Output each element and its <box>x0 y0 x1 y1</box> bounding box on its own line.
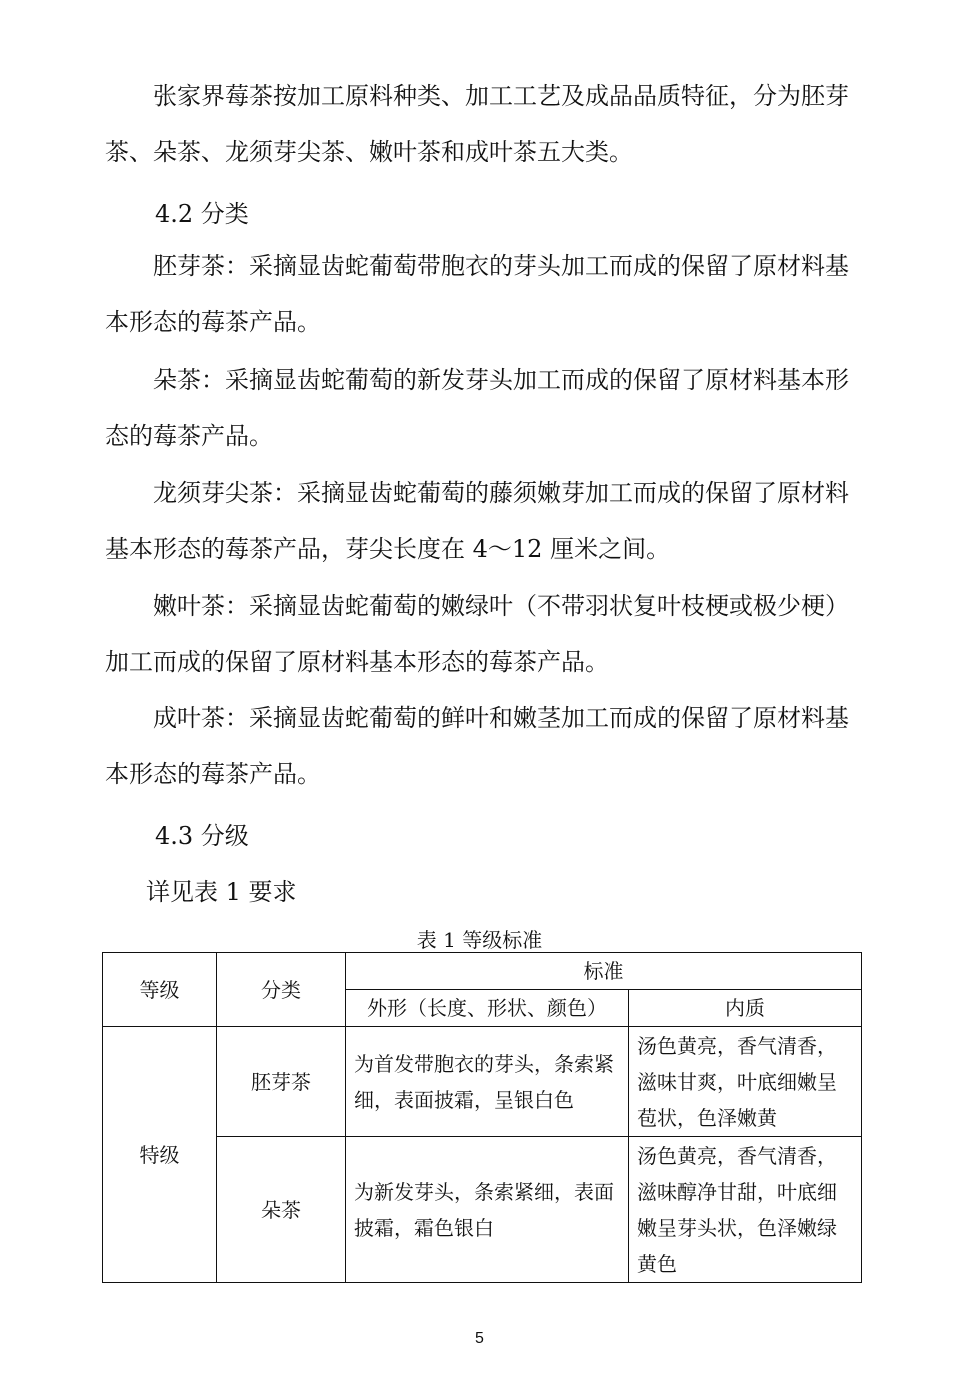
header-quality: 内质 <box>629 990 862 1027</box>
quality-cell: 汤色黄亮，香气清香，滋味甘爽，叶底细嫩呈苞状，色泽嫩黄 <box>629 1027 862 1137</box>
longxu-tea-paragraph: 龙须芽尖茶：采摘显齿蛇葡萄的藤须嫩芽加工而成的保留了原材料基本形态的莓茶产品，芽尖长度在 4～12 厘米之间。 <box>105 479 849 563</box>
section-heading-4-2: 4.2 分类 <box>155 200 249 228</box>
table-row <box>103 1027 862 1137</box>
header-grade: 等级 <box>103 953 217 1027</box>
intro-paragraph: 张家界莓茶按加工原料种类、加工工艺及成品品质特征，分为胚芽茶、朵茶、龙须芽尖茶、嫩叶茶和成叶茶五大类。 <box>105 82 849 166</box>
embryo-tea-paragraph: 胚芽茶：采摘显齿蛇葡萄带胞衣的芽头加工而成的保留了原材料基本形态的莓茶产品。 <box>105 252 849 336</box>
see-table-note: 详见表 1 要求 <box>146 878 297 906</box>
category-cell: 胚芽茶 <box>217 1027 346 1137</box>
header-standard: 标准 <box>346 953 862 990</box>
appearance-cell: 为首发带胞衣的芽头，条索紧细，表面披霜，呈银白色 <box>346 1027 629 1137</box>
quality-cell: 汤色黄亮，香气清香，滋味醇净甘甜，叶底细嫩呈芽头状，色泽嫩绿黄色 <box>629 1137 862 1283</box>
page-number: 5 <box>475 1330 484 1347</box>
table-caption: 表 1 等级标准 <box>416 928 543 952</box>
nenye-tea-paragraph: 嫩叶茶：采摘显齿蛇葡萄的嫩绿叶（不带羽状复叶枝梗或极少梗）加工而成的保留了原材料基本形态的莓茶产品。 <box>105 592 849 676</box>
table-row <box>103 1137 862 1283</box>
header-appearance: 外形（长度、形状、颜色） <box>346 990 629 1027</box>
appearance-cell: 为新发芽头，条索紧细，表面披霜，霜色银白 <box>346 1137 629 1283</box>
grade-cell: 特级 <box>103 1027 217 1283</box>
duo-tea-paragraph: 朵茶：采摘显齿蛇葡萄的新发芽头加工而成的保留了原材料基本形态的莓茶产品。 <box>105 366 849 450</box>
section-heading-4-3: 4.3 分级 <box>155 822 249 850</box>
category-cell: 朵茶 <box>217 1137 346 1283</box>
grade-standard-table <box>102 952 862 1283</box>
chengye-tea-paragraph: 成叶茶：采摘显齿蛇葡萄的鲜叶和嫩茎加工而成的保留了原材料基本形态的莓茶产品。 <box>105 704 849 788</box>
header-category: 分类 <box>217 953 346 1027</box>
